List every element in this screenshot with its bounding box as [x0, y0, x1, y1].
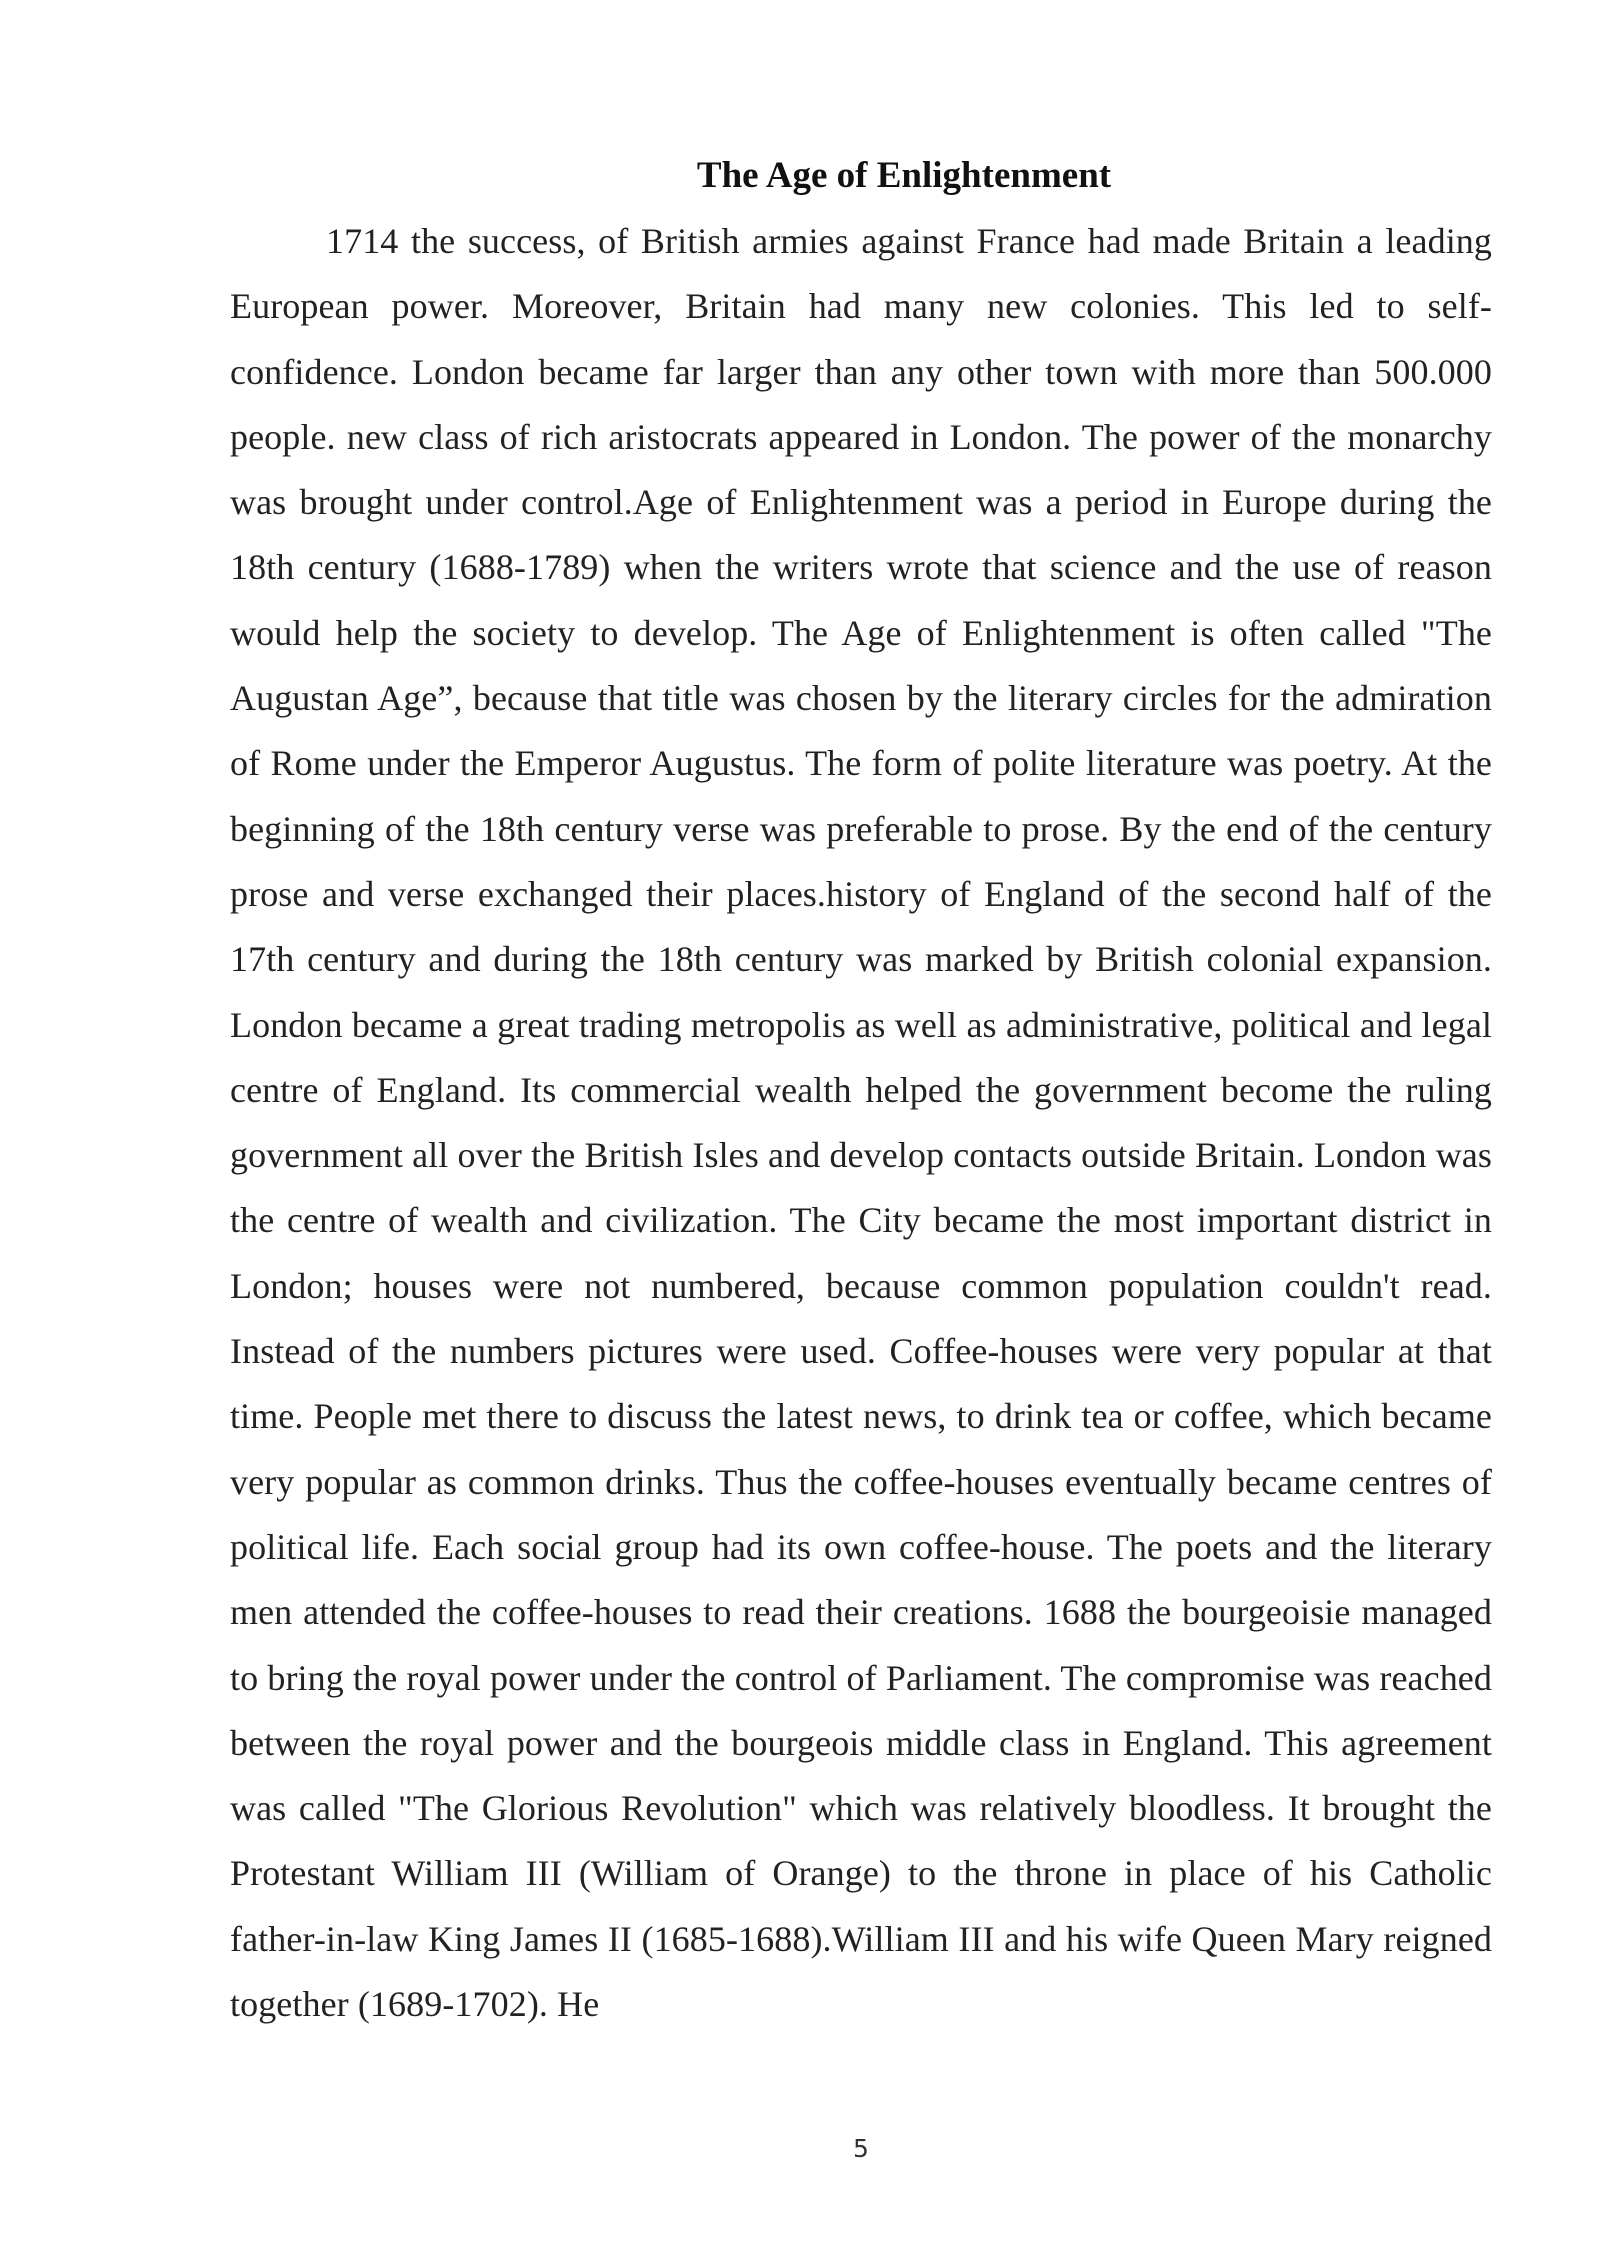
body-paragraph: 1714 the success, of British armies against France had made Britain a leading European power. Moreover, Britain had many new colonies. This led to self-confidence. London became far larger than any other town with more than 500.000 people. new class of rich aristocrats appeared in London. The power of the monarchy was brought under control.Age of Enlightenment was a period in Europe during the 18th century (1688-1789) when the writers wrote that science and the use of reason would help the society to develop. The Age of Enlightenment is often called "The Augustan Age”, because that title was chosen by the literary circles for the admiration of Rome under the Emperor Augustus. The form of polite literature was poetry. At the beginning of the 18th century verse was preferable to prose. By the end of the century prose and verse exchanged their places.history of England of the second half of the 17th century and during the 18th century was marked by British colonial expansion. London became a great trading metropolis as well as administrative, political and legal centre of England. Its commercial wealth helped the government become the ruling government all over the British Isles and develop contacts outside Britain. London was the centre of wealth and civilization. The City became the most important district in London; houses were not numbered, because common population couldn't read. Instead of the numbers pictures were used. Coffee-houses were very popular at that time. People met there to discuss the latest news, to drink tea or coffee, which became very popular as common drinks. Thus the coffee-houses eventually became centres of political life. Each social group had its own coffee-house. The poets and the literary men attended the coffee-houses to read their creations. 1688 the bourgeoisie managed to bring the royal power under the control of Parliament. The compromise was reached between the royal power and the bourgeois middle class in England. This agreement was called "The Glorious Revolution" which was relatively bloodless. It brought the Protestant William III (William of Orange) to the throne in place of his Catholic father-in-law King James II (1685-1688).William III and his wife Queen Mary reigned together (1689-1702). He	[230, 221, 1492, 2025]
page-number: 5	[853, 2134, 869, 2163]
page-title: The Age of Enlightenment	[696, 155, 1112, 196]
